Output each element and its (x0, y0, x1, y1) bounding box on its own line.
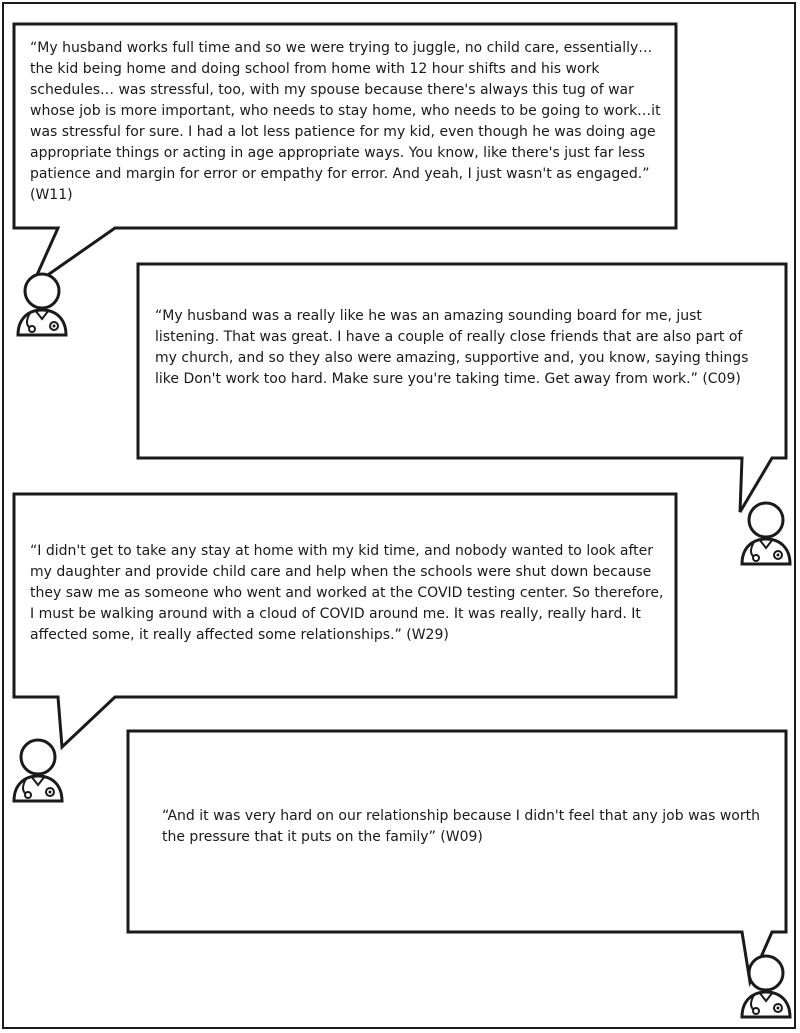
quote-w29: “I didn't get to take any stay at home with my kid time, and nobody wanted to look after my daughter and provide child care and help when the schools were shut down because they saw me as someone who went and worked at the COVID testing center. So therefore, I must be walking around with a cloud of COVID around me. It was really, really hard. It affected some, it really affected some relationships.” (W29) (30, 543, 664, 643)
quote-c09: “My husband was a really like he was an amazing sounding board for me, just listening. That was great. I have a couple of really close friends that are also part of my church, and so they also were amazing, supportive and, you know, saying things like Don't work too hard. Make sure you're taking time. Get away from work.” (C09) (155, 308, 749, 387)
healthcare-worker-icon (742, 503, 790, 564)
speech-bubble-4 (128, 731, 786, 982)
quote-w09: “And it was very hard on our relationship because I didn't feel that any job was worth the pressure that it puts on the family” (W09) (162, 808, 760, 845)
quote-w11: “My husband works full time and so we were trying to juggle, no child care, essentially…the kid being home and doing school from home with 12 hour shifts and his work schedules… was stressful, too, with my spouse because there's always this tug of war whose job is more important, who needs to stay home, who needs to be going to work…it was stressful for sure. I had a lot less patience for my kid, even though he was doing age appropriate things or acting in age appropriate ways. You know, like there's just far less patience and margin for error or empathy for error. And yeah, I just wasn't as engaged.” (W11) (30, 40, 661, 203)
healthcare-worker-icon (18, 274, 66, 335)
healthcare-worker-icon (14, 740, 62, 801)
